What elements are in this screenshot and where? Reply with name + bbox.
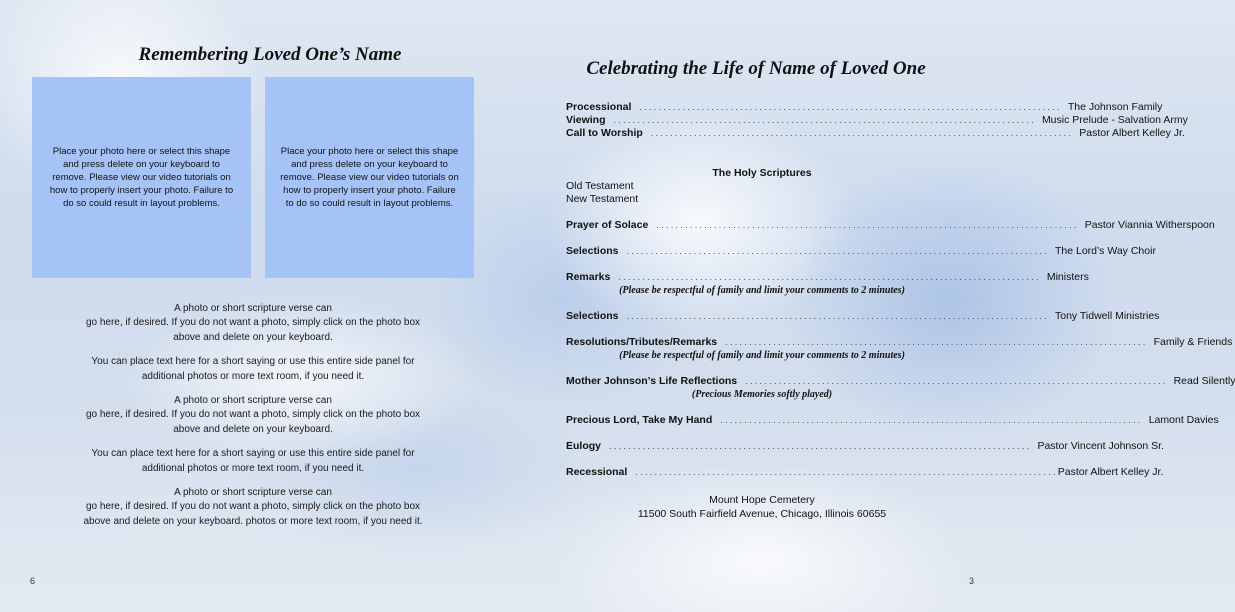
dot-leader: ........................................................................................ bbox=[618, 272, 1041, 282]
blurb bbox=[40, 355, 466, 384]
cemetery-info bbox=[566, 493, 958, 521]
photo-placeholder-text bbox=[50, 145, 233, 210]
text-line: You can place text here for a short saying or use this entire side panel for bbox=[91, 448, 415, 460]
program-row-viewing bbox=[566, 114, 1188, 127]
dot-leader: ........................................................................................ bbox=[613, 115, 1036, 125]
program-row-precious-lord bbox=[566, 414, 1219, 427]
program-row-processional bbox=[566, 101, 1163, 114]
row-value: Pastor Albert Kelley Jr. bbox=[1079, 127, 1185, 139]
text-line: You can place text here for a short saying or use this entire side panel for bbox=[91, 356, 415, 368]
blurb bbox=[40, 302, 466, 345]
text-line: remove. Please view our video tutorials on bbox=[52, 172, 231, 183]
program-row-prayer bbox=[566, 219, 1215, 232]
row-label: Eulogy bbox=[566, 440, 602, 452]
dot-leader: ........................................................................................ bbox=[656, 220, 1079, 230]
row-label: Resolutions/Tributes/Remarks bbox=[566, 336, 718, 348]
dot-leader: ........................................................................................ bbox=[626, 246, 1049, 256]
memorial-title: Remembering Loved One’s Name bbox=[138, 44, 402, 65]
resolutions-note: (Please be respectful of family and limit your comments to 2 minutes) bbox=[619, 350, 905, 361]
text-line: A photo or short scripture verse can bbox=[174, 487, 332, 499]
cemetery-address: 11500 South Fairfield Avenue, Chicago, Illinois 60655 bbox=[637, 508, 887, 520]
old-testament: Old Testament bbox=[566, 180, 634, 192]
text-line: go here, if desired. If you do not want a photo, simply click on the photo box bbox=[85, 501, 421, 513]
blurb bbox=[40, 394, 466, 437]
row-label: Processional bbox=[566, 101, 632, 113]
row-label: Recessional bbox=[566, 466, 628, 478]
row-label: Prayer of Solace bbox=[566, 219, 649, 231]
program-row-reflections bbox=[566, 375, 1235, 388]
row-value: The Lord’s Way Choir bbox=[1054, 245, 1156, 257]
scriptures-heading: The Holy Scriptures bbox=[712, 167, 812, 179]
photo-placeholder-2[interactable] bbox=[265, 77, 474, 278]
row-label: Call to Worship bbox=[566, 127, 643, 139]
dot-leader: ........................................................................................ bbox=[609, 441, 1032, 451]
dot-leader: ........................................................................................ bbox=[725, 337, 1148, 347]
text-line: go here, if desired. If you do not want a photo, simply click on the photo box bbox=[85, 317, 421, 329]
text-line: to do so could result in layout problems. bbox=[285, 198, 454, 209]
text-line: Place your photo here or select this shape bbox=[52, 146, 231, 157]
row-value: Pastor Vincent Johnson Sr. bbox=[1037, 440, 1164, 452]
row-label: Viewing bbox=[566, 114, 606, 126]
remarks-note: (Please be respectful of family and limit your comments to 2 minutes) bbox=[619, 285, 905, 296]
left-page bbox=[0, 0, 504, 612]
text-line: A photo or short scripture verse can bbox=[174, 303, 332, 314]
row-label: Selections bbox=[566, 310, 619, 322]
dot-leader: ........................................................................................ bbox=[635, 467, 1058, 477]
text-line: how to properly insert your photo. Failure to bbox=[49, 185, 234, 196]
dot-leader: ........................................................................................ bbox=[745, 376, 1168, 386]
text-line: above and delete on your keyboard. bbox=[173, 331, 333, 343]
text-line: remove. Please view our video tutorials on bbox=[280, 172, 459, 183]
row-label: Remarks bbox=[566, 271, 611, 283]
row-value: Ministers bbox=[1046, 271, 1089, 283]
text-line: do so could result in layout problems. bbox=[63, 198, 220, 209]
program-row-resolutions bbox=[566, 336, 1233, 349]
photo-placeholder-1[interactable] bbox=[32, 77, 251, 278]
row-value: Pastor Albert Kelley Jr. bbox=[1057, 466, 1164, 478]
text-line: and press delete on your keyboard to bbox=[63, 159, 220, 170]
program-row-selections-2 bbox=[566, 310, 1160, 323]
text-line: A photo or short scripture verse can bbox=[174, 395, 332, 407]
dot-leader: ........................................................................................ bbox=[626, 311, 1049, 321]
photo-placeholder-text bbox=[280, 145, 458, 210]
text-blurbs bbox=[40, 302, 466, 539]
row-value: Tony Tidwell Ministries bbox=[1054, 310, 1160, 322]
text-line: above and delete on your keyboard. bbox=[173, 423, 333, 435]
program-row-selections-1 bbox=[566, 245, 1156, 258]
program-row-remarks bbox=[566, 271, 1089, 284]
text-line: how to properly insert your photo. Failure bbox=[283, 185, 456, 196]
row-value: Music Prelude - Salvation Army bbox=[1041, 114, 1188, 126]
order-of-service bbox=[566, 101, 1235, 521]
row-value: Pastor Viannia Witherspoon bbox=[1084, 219, 1215, 231]
program-row-eulogy bbox=[566, 440, 1164, 453]
page-number: 3 bbox=[969, 576, 975, 586]
program-row-recessional bbox=[566, 466, 1164, 479]
reflections-note: (Precious Memories softly played) bbox=[691, 389, 833, 400]
new-testament: New Testament bbox=[566, 193, 639, 205]
row-label: Precious Lord, Take My Hand bbox=[566, 414, 713, 426]
cemetery-name: Mount Hope Cemetery bbox=[709, 494, 815, 506]
row-value: The Johnson Family bbox=[1067, 101, 1163, 113]
blurb bbox=[40, 447, 466, 476]
row-value: Lamont Davies bbox=[1148, 414, 1219, 426]
dot-leader: ........................................................................................ bbox=[639, 102, 1062, 112]
row-label: Selections bbox=[566, 245, 619, 257]
page-number: 6 bbox=[30, 576, 36, 586]
blurb bbox=[40, 486, 466, 529]
text-line: Place your photo here or select this shape bbox=[280, 146, 459, 157]
row-value: Read Silently bbox=[1173, 375, 1235, 387]
text-line: additional photos or more text room, if you need it. bbox=[141, 462, 365, 474]
program-title: Celebrating the Life of Name of Loved One bbox=[586, 58, 926, 79]
dot-leader: ........................................................................................ bbox=[650, 128, 1074, 138]
dot-leader: ........................................................................................ bbox=[720, 415, 1143, 425]
row-label: Mother Johnson’s Life Reflections bbox=[566, 375, 738, 387]
text-line: additional photos or more text room, if you need it. bbox=[141, 370, 365, 382]
row-value: Family & Friends bbox=[1153, 336, 1233, 348]
program-row-call-to-worship bbox=[566, 127, 1185, 140]
text-line: go here, if desired. If you do not want a photo, simply click on the photo box bbox=[85, 409, 421, 421]
text-line: and press delete on your keyboard to bbox=[291, 159, 448, 170]
text-line: above and delete on your keyboard. photos or more text room, if you need it. bbox=[83, 515, 423, 527]
right-page bbox=[504, 0, 1235, 612]
